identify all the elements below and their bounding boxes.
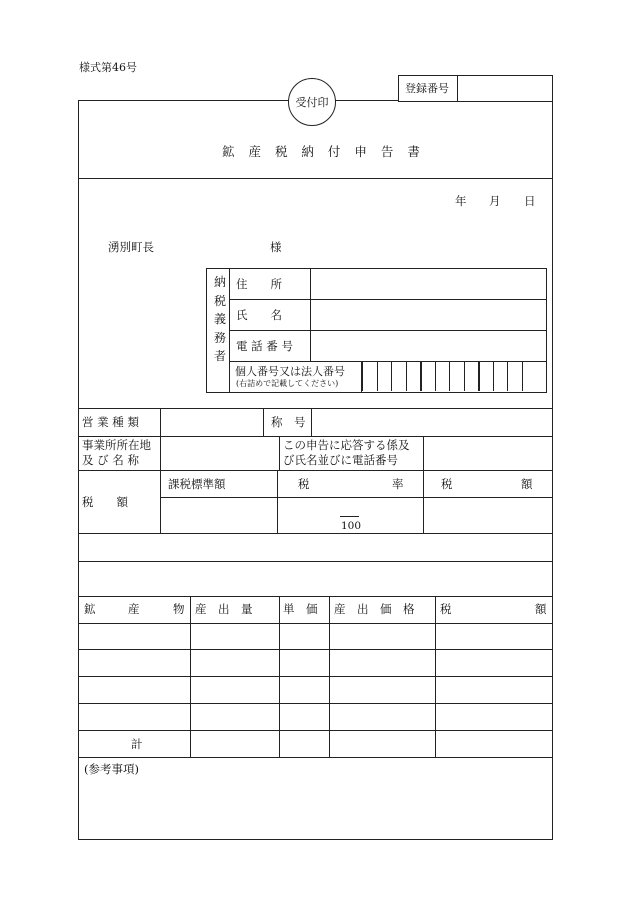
mineral-table-cell[interactable]: [79, 704, 190, 729]
addressee: 湧別町長: [108, 240, 154, 254]
mineral-table-cell[interactable]: [436, 624, 551, 648]
contact-field[interactable]: [424, 437, 551, 469]
contact-label-1: この申告に応答する係及: [283, 438, 410, 452]
trade-name-label: 称 号: [271, 415, 306, 429]
reception-stamp: 受付印: [288, 78, 336, 126]
honorific: 様: [270, 240, 282, 254]
mineral-table-cell[interactable]: [280, 650, 329, 675]
mineral-table-cell[interactable]: [330, 624, 435, 648]
tax-rate-right: 率: [392, 477, 404, 491]
mineral-table-cell[interactable]: [191, 731, 279, 756]
office-location-label-2: 及 び 名 称: [82, 453, 139, 467]
production-header: 産 出 量: [195, 602, 253, 616]
form-title: 鉱 産 税 納 付 申 告 書: [222, 144, 425, 159]
unit-price-header: 単 価: [283, 602, 318, 616]
date-month: 月: [489, 194, 501, 208]
mineral-table-cell[interactable]: [436, 731, 551, 756]
id-digit-cell[interactable]: [449, 361, 464, 391]
mineral-header-right: 物: [173, 602, 185, 616]
mineral-table-cell[interactable]: [79, 624, 190, 648]
mineral-table-cell[interactable]: [436, 650, 551, 675]
mineral-table-cell[interactable]: [280, 624, 329, 648]
id-digit-cell[interactable]: [362, 361, 377, 391]
id-digit-cell[interactable]: [478, 361, 493, 391]
total-label: 計: [131, 737, 143, 751]
mineral-table-cell[interactable]: [191, 704, 279, 729]
name-field[interactable]: [311, 300, 545, 330]
form-number: 様式第46号: [79, 61, 137, 74]
id-digit-cell[interactable]: [391, 361, 406, 391]
id-number-note: (右詰めで記載してください): [236, 379, 339, 388]
id-digit-cell[interactable]: [522, 361, 537, 391]
value-header: 産 出 価 格: [334, 602, 415, 616]
business-type-label: 営 業 種 類: [82, 415, 139, 429]
mineral-table-cell[interactable]: [436, 677, 551, 702]
tax-standard-field[interactable]: [161, 498, 276, 532]
tax-column-right: 額: [521, 477, 533, 491]
office-location-label-1: 事業所所在地: [82, 438, 151, 452]
id-digit-cell[interactable]: [377, 361, 392, 391]
id-digit-cell[interactable]: [493, 361, 508, 391]
mineral-table-cell[interactable]: [436, 704, 551, 729]
mineral-table-cell[interactable]: [330, 650, 435, 675]
taxpayer-label: 納 税 義 務 者: [213, 275, 226, 363]
trade-name-field[interactable]: [312, 409, 551, 435]
tax-amount-field[interactable]: [424, 498, 551, 532]
id-digit-cell[interactable]: [507, 361, 522, 391]
id-number-label: 個人番号又は法人番号: [235, 365, 345, 378]
id-digit-cell[interactable]: [464, 361, 479, 391]
business-type-field[interactable]: [161, 409, 262, 435]
id-digit-cell[interactable]: [406, 361, 421, 391]
phone-field[interactable]: [311, 331, 545, 361]
mineral-table-cell[interactable]: [330, 731, 435, 756]
mineral-table-cell[interactable]: [79, 650, 190, 675]
registration-number-field[interactable]: [457, 76, 550, 100]
blank-row-2[interactable]: [79, 562, 551, 595]
mineral-table-cell[interactable]: [330, 704, 435, 729]
address-field[interactable]: [311, 269, 545, 299]
phone-label: 電 話 番 号: [236, 339, 293, 353]
mineral-table-cell[interactable]: [191, 650, 279, 675]
mineral-table-cell[interactable]: [191, 677, 279, 702]
mineral-header-left: 鉱: [84, 602, 96, 616]
mineral-table-cell[interactable]: [79, 677, 190, 702]
blank-row-1[interactable]: [79, 534, 551, 560]
date-year: 年: [455, 194, 467, 208]
id-digit-cell[interactable]: [420, 361, 435, 391]
date-day: 日: [524, 194, 536, 208]
tax-rate-left: 税: [298, 477, 310, 491]
tax-header-left: 税: [440, 602, 452, 616]
mineral-header-mid: 産: [128, 602, 140, 616]
mineral-table-cell[interactable]: [191, 624, 279, 648]
contact-label-2: び氏名並びに電話番号: [283, 453, 398, 467]
address-label: 住 所: [236, 277, 282, 291]
tax-header-right: 額: [535, 602, 547, 616]
id-digit-cell[interactable]: [435, 361, 450, 391]
notes-field[interactable]: [79, 780, 551, 837]
office-location-field[interactable]: [161, 437, 278, 469]
mineral-table-cell[interactable]: [280, 731, 329, 756]
registration-label: 登録番号: [405, 82, 449, 95]
tax-column-left: 税: [441, 477, 453, 491]
tax-rate-denominator: 100: [341, 520, 362, 532]
tax-standard-label: 課税標準額: [168, 477, 226, 491]
mineral-table-cell[interactable]: [280, 677, 329, 702]
notes-label: (参考事項): [84, 762, 139, 776]
mineral-table-cell[interactable]: [330, 677, 435, 702]
tax-amount-label: 税 額: [82, 495, 128, 509]
name-label: 氏 名: [236, 308, 282, 322]
mineral-table-cell[interactable]: [280, 704, 329, 729]
